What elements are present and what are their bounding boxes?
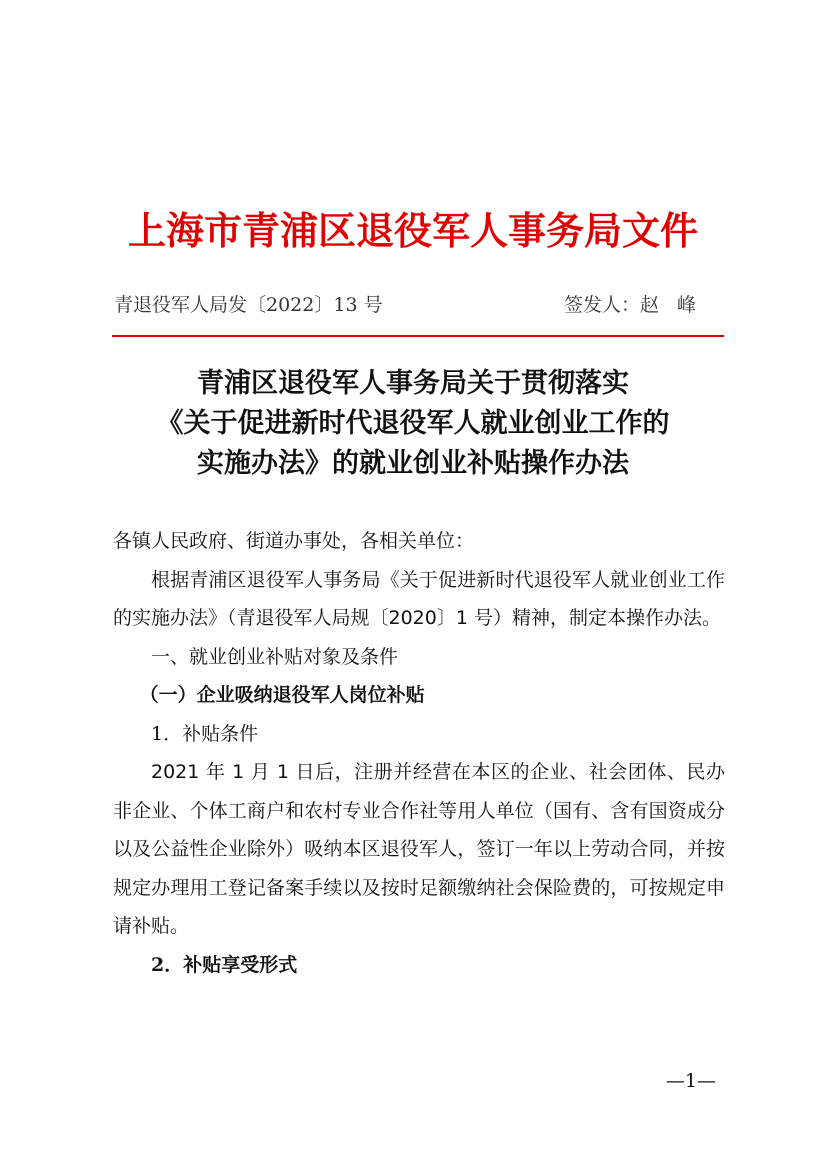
document-body [113, 522, 725, 984]
title-line-2: 《关于促进新时代退役军人就业创业工作的 [156, 408, 670, 439]
item-1-paragraph: 2021 年 1 月 1 日后，注册并经营在本区的企业、社会团体、民办非企业、个体工商户和农村专业合作社等用人单位（国有、含有国资成分以及公益性企业除外）吸纳本区退役军人，签订一年以上劳动合同，并按规定办理用工登记备案手续以及按时足额缴纳社会保险费的，可按规定申请补贴。 [113, 761, 725, 937]
signer-name: 赵峰 [639, 294, 714, 316]
item-heading-2: 2．补贴享受形式 [151, 953, 298, 976]
title-line-1: 青浦区退役军人事务局关于贯彻落实 [197, 368, 629, 399]
signer-label: 签发人： [563, 294, 640, 316]
org-header-title: 上海市青浦区退役军人事务局文件 [127, 208, 698, 253]
salutation: 各镇人民政府、街道办事处，各相关单位： [113, 530, 475, 552]
section-heading-1: 一、就业创业补贴对象及条件 [151, 645, 399, 668]
title-line-3: 实施办法》的就业创业补贴操作办法 [197, 448, 629, 479]
intro-paragraph: 根据青浦区退役军人事务局《关于促进新时代退役军人就业创业工作的实施办法》（青退役军人局规〔2020〕1 号）精神，制定本操作办法。 [113, 568, 725, 629]
page-number: —1— [665, 1070, 716, 1092]
document-title [0, 364, 826, 484]
document-number: 青退役军人局发〔2022〕13 号 [114, 294, 383, 316]
red-header-rule [112, 335, 724, 337]
subsection-heading-1-1: （一）企业吸纳退役军人岗位补贴 [139, 684, 425, 706]
item-heading-1: 1．补贴条件 [151, 722, 259, 745]
signer [564, 290, 714, 317]
